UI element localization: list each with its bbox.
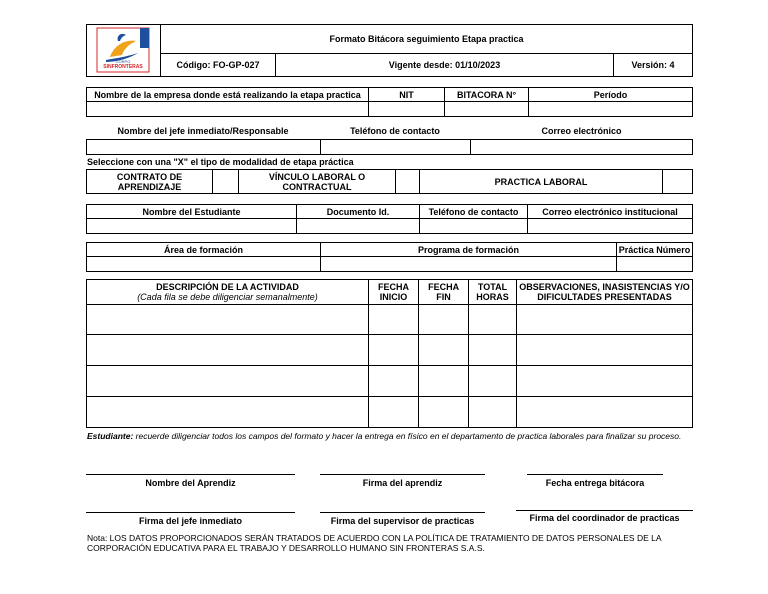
period-field[interactable] <box>528 101 693 117</box>
activity-desc-cell[interactable] <box>86 304 369 335</box>
start-date-header: FECHA INICIO <box>368 279 419 305</box>
total-hours-header: TOTAL HORAS <box>468 279 517 305</box>
activity-start-cell[interactable] <box>368 396 419 428</box>
form-code: Código: FO-GP-027 <box>160 53 276 77</box>
instructions-text: recuerde diligenciar todos los campos del formato y hacer la entrega en físico en el departamento de practica laborales para finalizar su proceso. <box>133 431 682 441</box>
activity-hours-cell[interactable] <box>468 334 517 366</box>
coordinator-sign-label: Firma del coordinador de practicas <box>529 513 680 523</box>
activity-desc-header <box>86 279 369 305</box>
student-phone-field[interactable] <box>419 218 528 234</box>
period-label: Período <box>528 87 693 102</box>
logo-text: SINFRONTERAS <box>103 64 143 70</box>
area-field[interactable] <box>86 256 321 272</box>
nit-field[interactable] <box>368 101 445 117</box>
bitacora-label: BITACORA N° <box>444 87 529 102</box>
company-name-label: Nombre de la empresa donde está realizando la etapa practica <box>86 87 369 102</box>
observations-header: OBSERVACIONES, INASISTENCIAS Y/O DIFICULTADES PRESENTADAS <box>516 279 693 305</box>
end-date-header: FECHA FIN <box>418 279 469 305</box>
activity-start-cell[interactable] <box>368 304 419 335</box>
bitacora-number-field[interactable] <box>444 101 529 117</box>
supervisor-sign-label: Firma del supervisor de practicas <box>330 516 475 526</box>
logo <box>96 27 150 73</box>
activity-desc-cell[interactable] <box>86 365 369 397</box>
modality-check-contrato[interactable] <box>212 169 239 194</box>
activity-desc-title: DESCRIPCIÓN DE LA ACTIVIDAD <box>156 282 299 292</box>
form-title: Formato Bitácora seguimiento Etapa practica <box>160 24 693 54</box>
boss-phone-label: Teléfono de contacto <box>350 126 440 136</box>
program-label: Programa de formación <box>320 242 617 257</box>
form-version: Versión: 4 <box>613 53 693 77</box>
student-email-field[interactable] <box>527 218 693 234</box>
modality-option-practica: PRACTICA LABORAL <box>419 169 663 194</box>
activity-end-cell[interactable] <box>418 334 469 366</box>
activity-desc-cell[interactable] <box>86 334 369 366</box>
footer-note: Nota: LOS DATOS PROPORCIONADOS SERÁN TRATADOS DE ACUERDO CON LA POLÍTICA DE TRATAMIENTO DE DATOS PERSONALES DE LA CORPORACIÓN EDUCATIVA PARA EL TRABAJO Y DESARROLLO HUMANO SIN FRONTERAS S.A.S. <box>87 533 662 553</box>
modality-option-vinculo: VÍNCULO LABORAL O CONTRACTUAL <box>238 169 396 194</box>
modality-prompt: Seleccione con una "X" el tipo de modalidad de etapa práctica <box>87 157 354 167</box>
delivery-date-line[interactable] <box>527 474 663 475</box>
boss-email-field[interactable] <box>470 139 693 155</box>
activity-obs-cell[interactable] <box>516 304 693 335</box>
form-valid-from: Vigente desde: 01/10/2023 <box>275 53 614 77</box>
activity-end-cell[interactable] <box>418 396 469 428</box>
activity-start-cell[interactable] <box>368 365 419 397</box>
boss-email-label: Correo electrónico <box>541 126 622 136</box>
activity-start-cell[interactable] <box>368 334 419 366</box>
activity-desc-cell[interactable] <box>86 396 369 428</box>
activity-hours-cell[interactable] <box>468 365 517 397</box>
boss-name-label: Nombre del jefe inmediato/Responsable <box>117 126 289 136</box>
area-label: Área de formación <box>86 242 321 257</box>
logo-small-text: CORPO <box>115 59 131 64</box>
activity-end-cell[interactable] <box>418 365 469 397</box>
boss-name-field[interactable] <box>86 139 321 155</box>
student-email-label: Correo electrónico institucional <box>527 204 693 219</box>
instructions <box>87 431 693 441</box>
student-doc-label: Documento Id. <box>296 204 420 219</box>
delivery-date-label: Fecha entrega bitácora <box>545 478 645 488</box>
practice-number-field[interactable] <box>616 256 693 272</box>
activity-obs-cell[interactable] <box>516 396 693 428</box>
nit-label: NIT <box>368 87 445 102</box>
student-name-label: Nombre del Estudiante <box>86 204 297 219</box>
student-name-field[interactable] <box>86 218 297 234</box>
boss-sign-label: Firma del jefe inmediato <box>138 516 243 526</box>
practice-number-label: Práctica Número <box>616 242 693 257</box>
apprentice-sign-line[interactable] <box>320 474 485 475</box>
modality-check-vinculo[interactable] <box>395 169 420 194</box>
boss-phone-field[interactable] <box>320 139 471 155</box>
student-phone-label: Teléfono de contacto <box>419 204 528 219</box>
activity-hours-cell[interactable] <box>468 396 517 428</box>
modality-check-practica[interactable] <box>662 169 693 194</box>
instructions-lead: Estudiante: <box>87 431 134 441</box>
modality-option-contrato: CONTRATO DE APRENDIZAJE <box>86 169 213 194</box>
apprentice-sign-label: Firma del aprendiz <box>362 478 443 488</box>
apprentice-name-label: Nombre del Aprendiz <box>145 478 236 488</box>
program-field[interactable] <box>320 256 617 272</box>
activity-hours-cell[interactable] <box>468 304 517 335</box>
boss-sign-line[interactable] <box>86 512 295 513</box>
activity-end-cell[interactable] <box>418 304 469 335</box>
student-doc-field[interactable] <box>296 218 420 234</box>
company-name-field[interactable] <box>86 101 369 117</box>
activity-obs-cell[interactable] <box>516 334 693 366</box>
supervisor-sign-line[interactable] <box>320 512 485 513</box>
apprentice-name-line[interactable] <box>86 474 295 475</box>
coordinator-sign-line[interactable] <box>516 510 693 511</box>
activity-desc-subtitle: (Cada fila se debe diligenciar semanalmente) <box>137 292 318 302</box>
activity-obs-cell[interactable] <box>516 365 693 397</box>
